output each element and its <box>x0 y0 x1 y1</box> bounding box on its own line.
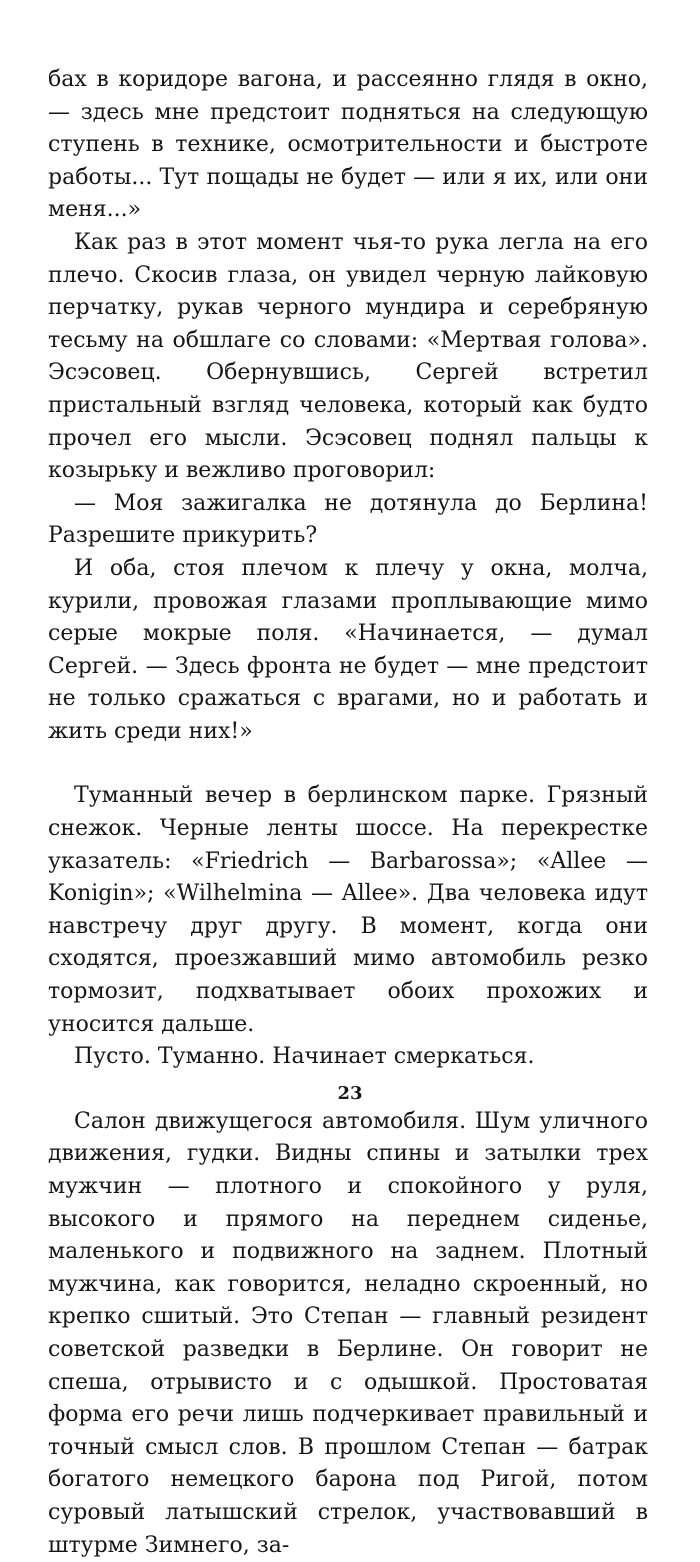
scene-break <box>48 748 648 780</box>
paragraph-car-interior: Салон движущегося автомобиля. Шум уличного движения, гудки. Видны спины и затылки трех мужчин — плотного и спокойного у руля, высокого и прямого на переднем сиденье, маленького и подвижного на заднем. Плотный мужчина, как говорится, неладно скроенный, но крепко сшитый. Это Степан — главный резидент советской разведки в Берлине. Он говорит не спеша, отрывисто и с одышкой. Простоватая форма его речи лишь подчеркивает правильный и точный смысл слов. В прошлом Степан — батрак богатого немецкого барона под Ригой, потом суровый латышский стрелок, участвовавший в штурме Зимнего, за- <box>48 1108 648 1558</box>
paragraph-dialogue-lighter: — Моя зажигалка не дотянула до Берлина! Разрешите прикурить? <box>48 490 648 549</box>
paragraph-berlin-park: Туманный вечер в берлинском парке. Грязный снежок. Черные ленты шоссе. На перекрестке указатель: «Friedrich — Barbarossa»; «Allee — Konigin»; «Wilhelmina — Allee». Два человека идут навстречу друг другу. В момент, когда они сходятся, проезжавший мимо автомобиль резко тормозит, подхватывает обоих прохожих и уносится дальше. <box>48 783 648 1037</box>
paragraph-continuation: бах в коридоре вагона, и рассеянно глядя в окно, — здесь мне предстоит подняться на следующую ступень в технике, осмотрительности и быстроте работы... Тут пощады не будет — или я их, или они меня...» <box>48 67 648 223</box>
paragraph-smoking-window: И оба, стоя плечом к плечу у окна, молча, курили, провожая глазами проплывающие мимо серые мокрые поля. «Начинается, — думал Сергей. — Здесь фронта не будет — мне предстоит не только сражаться с врагами, но и работать и жить среди них!» <box>48 555 648 744</box>
page-number: 23 <box>337 1083 363 1104</box>
paragraph-empty-foggy: Пусто. Туманно. Начинает смеркаться. <box>74 1044 535 1070</box>
page-body <box>48 64 648 1562</box>
paragraph-ss-officer: Как раз в этот момент чья-то рука легла на его плечо. Скосив глаза, он увидел черную лайковую перчатку, рукав черного мундира и серебряную тесьму на обшлаге со словами: «Мертвая голова». Эсэсовец. Обернувшись, Сергей встретил пристальный взгляд человека, который как будто прочел его мысли. Эсэсовец поднял пальцы к козырьку и вежливо проговорил: <box>48 229 648 484</box>
